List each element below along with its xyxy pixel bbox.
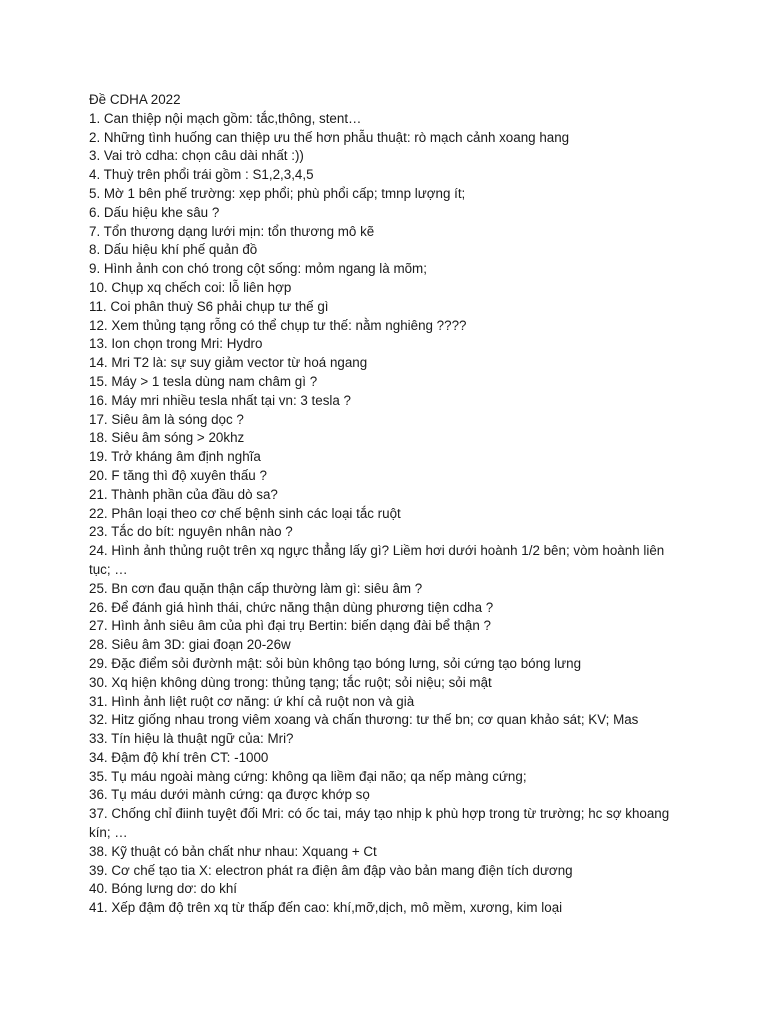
question-item: 40. Bóng lưng dơ: do khí (89, 881, 238, 897)
question-item: 7. Tổn thương dạng lưới mịn: tổn thương mô kẽ (89, 223, 375, 239)
question-item: 24. Hình ảnh thủng ruột trên xq ngực thẳng lấy gì? Liềm hơi dưới hoành 1/2 bên; vòm hoành liên tục; … (89, 543, 665, 577)
question-item: 15. Máy > 1 tesla dùng nam châm gì ? (89, 373, 318, 389)
question-item: 31. Hình ảnh liệt ruột cơ năng: ứ khí cả ruột non và già (89, 693, 415, 709)
question-item: 29. Đặc điểm sỏi đườnh mật: sỏi bùn không tạo bóng lưng, sỏi cứng tạo bóng lưng (89, 655, 582, 671)
question-item: 27. Hình ảnh siêu âm của phì đại trụ Bertin: biến dạng đài bể thận ? (89, 618, 491, 634)
question-item: 3. Vai trò cdha: chọn câu dài nhất :)) (89, 148, 304, 164)
question-item: 5. Mờ 1 bên phế trường: xẹp phổi; phù phổi cấp; tmnp lượng ít; (89, 185, 466, 201)
question-item: 36. Tụ máu dưới mành cứng: qa được khớp sọ (89, 787, 370, 803)
question-item: 37. Chống chỉ điinh tuyệt đối Mri: có ốc tai, máy tạo nhịp k phù hợp trong từ trường; hc sợ khoang kín; … (89, 806, 670, 841)
question-item: 10. Chụp xq chếch coi: lỗ liên hợp (89, 279, 292, 295)
question-item: 19. Trở kháng âm định nghĩa (89, 449, 261, 465)
document-body (89, 91, 689, 918)
question-item: 2. Những tình huống can thiệp ưu thế hơn phẫu thuật: rò mạch cảnh xoang hang (89, 129, 570, 145)
question-item: 16. Máy mri nhiều tesla nhất tại vn: 3 tesla ? (89, 392, 352, 408)
question-item: 11. Coi phân thuỳ S6 phải chụp tư thế gì (89, 298, 329, 314)
question-item: 18. Siêu âm sóng > 20khz (89, 430, 245, 446)
question-item: 30. Xq hiện không dùng trong: thủng tạng; tắc ruột; sỏi niệu; sỏi mật (89, 674, 492, 690)
question-item: 14. Mri T2 là: sự suy giảm vector từ hoá ngang (89, 355, 368, 371)
question-item: 38. Kỹ thuật có bản chất như nhau: Xquang + Ct (89, 843, 377, 859)
question-item: 28. Siêu âm 3D: giai đoạn 20-26w (89, 637, 291, 653)
question-item: 12. Xem thủng tạng rỗng có thể chụp tư thế: nằm nghiêng ???? (89, 317, 467, 333)
question-item: 9. Hình ảnh con chó trong cột sống: mỏm ngang là mõm; (89, 261, 427, 277)
question-item: 32. Hitz giống nhau trong viêm xoang và chấn thương: tư thế bn; cơ quan khảo sát; KV; Mas (89, 712, 639, 728)
question-item: 39. Cơ chế tạo tia X: electron phát ra điện âm đập vào bản mang điện tích dương (89, 862, 573, 878)
question-item: 4. Thuỳ trên phổi trái gồm : S1,2,3,4,5 (89, 167, 314, 183)
question-item: 22. Phân loại theo cơ chế bệnh sinh các loại tắc ruột (89, 505, 401, 521)
question-item: 6. Dấu hiệu khe sâu ? (89, 204, 220, 220)
document-title: Đề CDHA 2022 (89, 92, 181, 107)
question-item: 35. Tụ máu ngoài màng cứng: không qa liềm đại não; qa nếp màng cứng; (89, 768, 527, 784)
question-item: 13. Ion chọn trong Mri: Hydro (89, 336, 263, 352)
question-item: 25. Bn cơn đau quặn thận cấp thường làm gì: siêu âm ? (89, 580, 423, 596)
question-item: 34. Đậm độ khí trên CT: -1000 (89, 749, 269, 765)
question-item: 23. Tắc do bít: nguyên nhân nào ? (89, 524, 293, 540)
question-item: 21. Thành phần của đầu dò sa? (89, 486, 278, 502)
question-item: 41. Xếp đậm độ trên xq từ thấp đến cao: khí,mỡ,dịch, mô mềm, xương, kim loại (89, 900, 563, 916)
question-item: 26. Để đánh giá hình thái, chức năng thận dùng phương tiện cdha ? (89, 599, 494, 615)
question-item: 8. Dấu hiệu khí phế quản đồ (89, 242, 258, 258)
question-item: 33. Tín hiệu là thuật ngữ của: Mri? (89, 731, 294, 747)
question-item: 17. Siêu âm là sóng dọc ? (89, 411, 244, 427)
question-item: 1. Can thiệp nội mạch gồm: tắc,thông, stent… (89, 110, 362, 126)
question-item: 20. F tăng thì độ xuyên thấu ? (89, 467, 267, 483)
question-list (89, 110, 689, 918)
